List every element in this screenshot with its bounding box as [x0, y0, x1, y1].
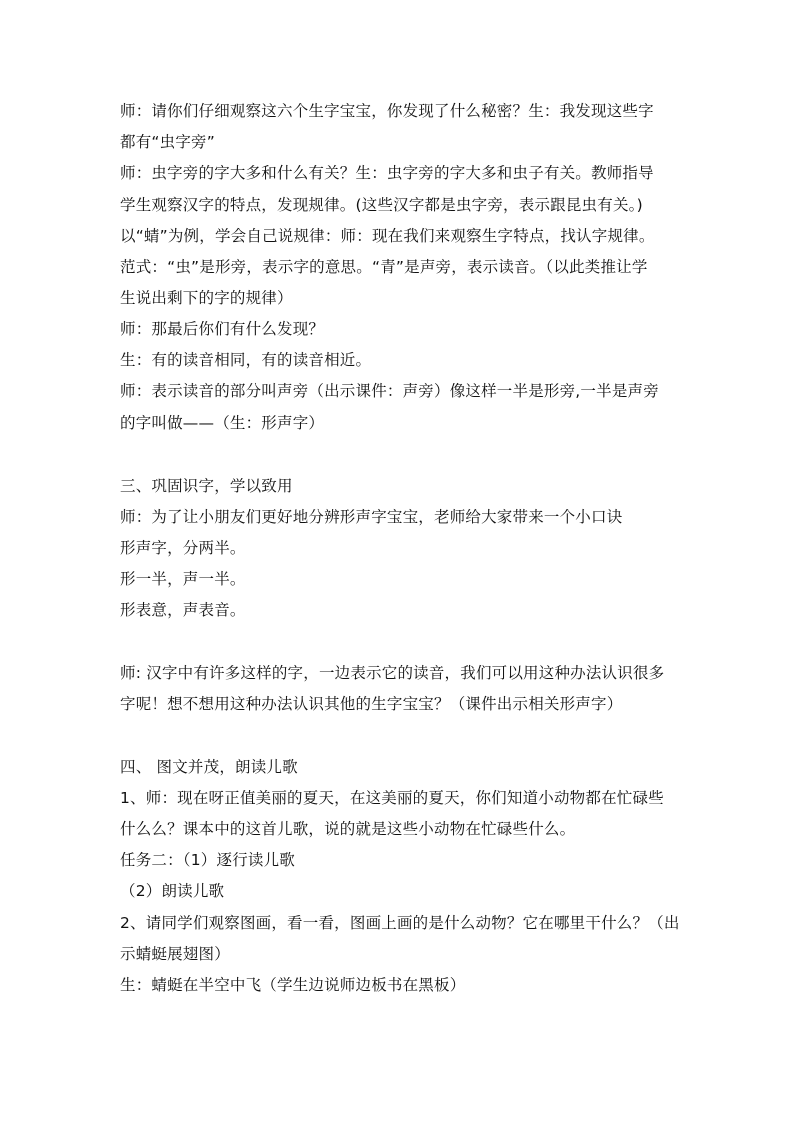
text-line: 的字叫做——（生：形声字） [120, 414, 325, 432]
text-line: 形表意，声表音。 [120, 601, 246, 619]
text-line: 学生观察汉字的特点，发现规律。(这些汉字都是虫字旁，表示跟昆虫有关。) [120, 196, 643, 214]
text-line: 2、请同学们观察图画，看一看，图画上画的是什么动物？它在哪里干什么？（出 [120, 914, 680, 932]
text-line: 生说出剩下的字的规律） [120, 289, 293, 307]
text-line: 师：为了让小朋友们更好地分辨形声字宝宝，老师给大家带来一个小口诀 [120, 508, 623, 526]
text-line: 什么么？课本中的这首儿歌，说的就是这些小动物在忙碌些什么。 [120, 820, 576, 838]
text-line: 形一半，声一半。 [120, 570, 246, 588]
text-line: 生：有的读音相同，有的读音相近。 [120, 351, 372, 369]
text-line: 以“蜻”为例，学会自己说规律：师：现在我们来观察生字特点，找认字规律。 [120, 227, 655, 245]
text-line: （2）朗读儿歌 [120, 882, 225, 900]
text-line: 师: 汉字中有许多这样的字，一边表示它的读音，我们可以用这种办法认识很多 [120, 664, 665, 682]
section-heading: 三、巩固识字，学以致用 [120, 477, 293, 495]
text-line: 师：表示读音的部分叫声旁（出示课件：声旁）像这样一半是形旁,一半是声旁 [120, 382, 659, 400]
text-line: 生：蜻蜓在半空中飞（学生边说师边板书在黑板） [120, 976, 466, 994]
text-line: 师：请你们仔细观察这六个生字宝宝，你发现了什么秘密？生：我发现这些字 [120, 102, 654, 120]
text-line: 范式：“虫”是形旁，表示字的意思。“青”是声旁，表示读音。（以此类推让学 [120, 258, 648, 276]
text-line: 都有“虫字旁” [120, 133, 215, 151]
text-line: 师：那最后你们有什么发现？ [120, 320, 325, 338]
text-line: 1、师：现在呀正值美丽的夏天，在这美丽的夏天，你们知道小动物都在忙碌些 [120, 789, 664, 807]
section-heading: 四、 图文并茂，朗读儿歌 [120, 758, 298, 776]
text-line: 形声字，分两半。 [120, 539, 246, 557]
text-line: 字呢！想不想用这种办法认识其他的生字宝宝？（课件出示相关形声字） [120, 695, 623, 713]
text-line: 示蜻蜓展翅图） [120, 945, 230, 963]
text-line: 任务二：（1）逐行读儿歌 [120, 851, 296, 869]
text-line: 师：虫字旁的字大多和什么有关？生：虫字旁的字大多和虫子有关。教师指导 [120, 164, 654, 182]
